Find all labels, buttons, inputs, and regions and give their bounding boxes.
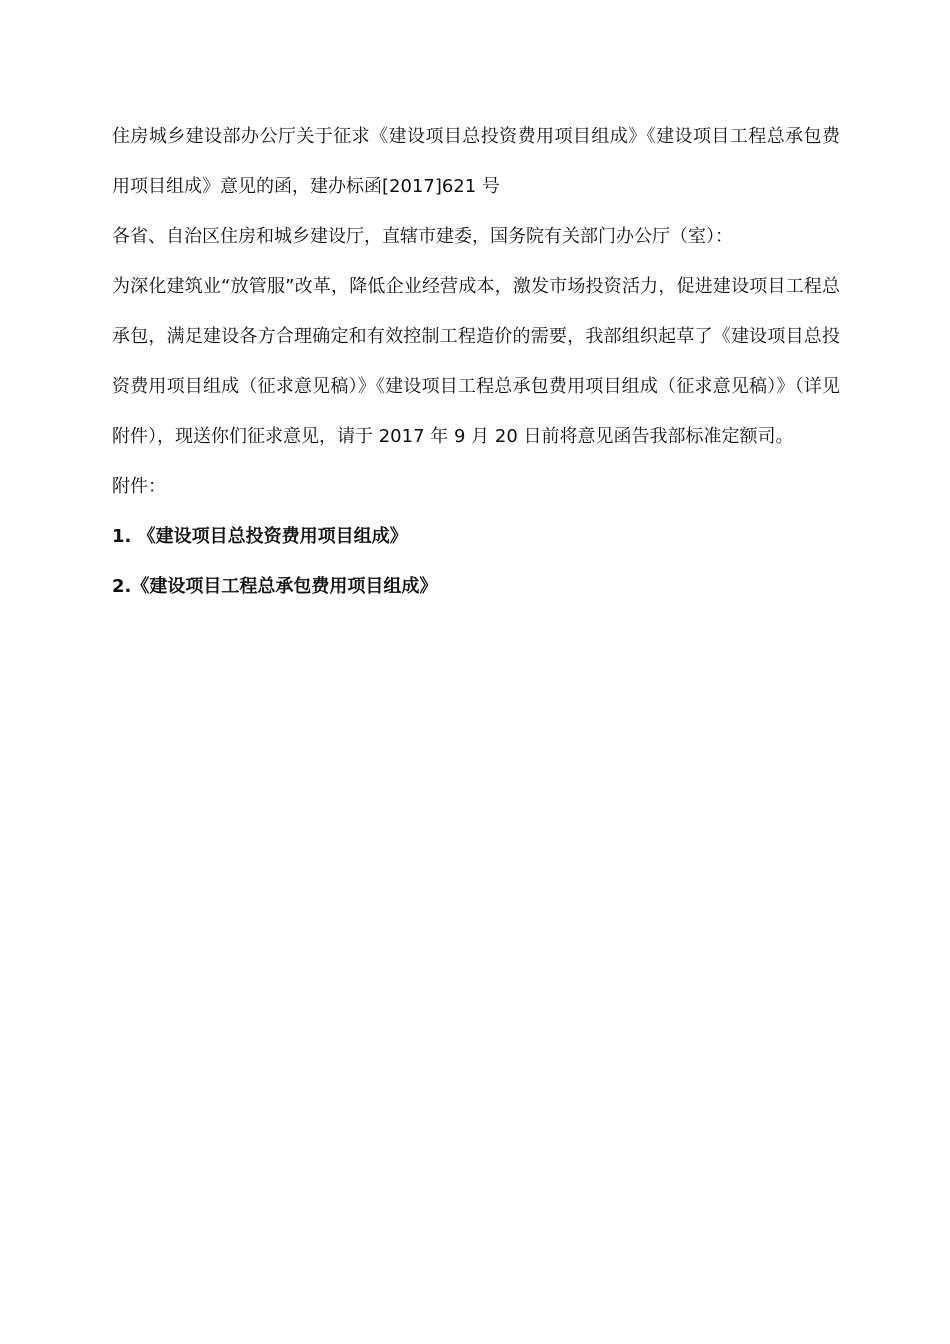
body-paragraph: 为深化建筑业“放管服”改革，降低企业经营成本，激发市场投资活力，促进建设项目工程总承包，满足建设各方合理确定和有效控制工程造价的需要，我部组织起草了《建设项目总投资费用项目组成（征求意见稿）》《建设项目工程总承包费用项目组成（征求意见稿）》（详见附件），现送你们征求意见，请于 2017 年 9 月 20 日前将意见函告我部标准定额司。 (112, 276, 840, 447)
document-content (112, 112, 840, 612)
attachment-item-2: 2.《建设项目工程总承包费用项目组成》 (112, 576, 438, 597)
attachment-item-1: 1. 《建设项目总投资费用项目组成》 (112, 526, 408, 547)
attachments-label: 附件： (112, 476, 166, 497)
document-title-line: 住房城乡建设部办公厅关于征求《建设项目总投资费用项目组成》《建设项目工程总承包费用项目组成》意见的函，建办标函[2017]621 号 (112, 126, 840, 197)
salutation: 各省、自治区住房和城乡建设厅，直辖市建委，国务院有关部门办公厅（室）： (112, 226, 733, 247)
